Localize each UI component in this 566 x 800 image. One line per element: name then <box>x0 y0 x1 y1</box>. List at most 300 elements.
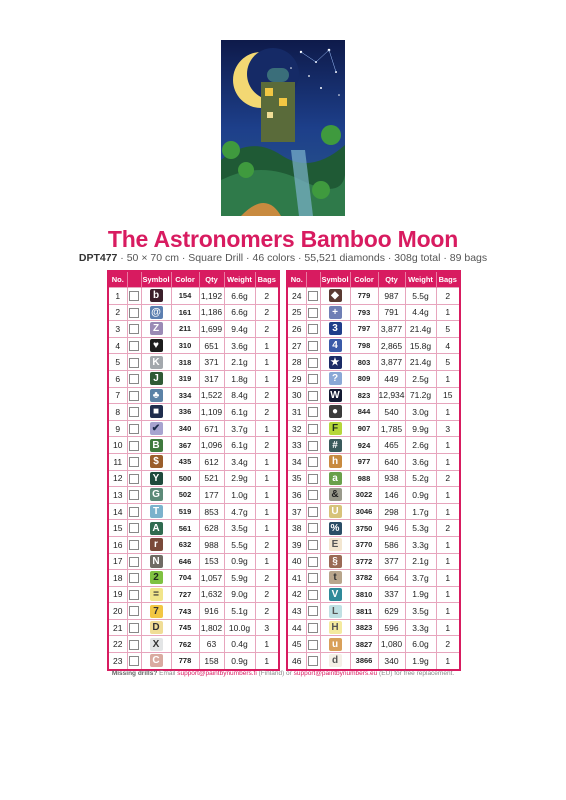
row-checkbox[interactable] <box>308 341 318 351</box>
row-bags: 2 <box>255 586 279 603</box>
row-color-code: 823 <box>350 387 378 404</box>
symbol-swatch: r <box>150 538 163 551</box>
symbol-swatch: C <box>150 654 163 667</box>
row-qty: 3,877 <box>378 354 405 371</box>
row-bags: 1 <box>436 453 460 470</box>
table-row <box>108 570 279 587</box>
col-header-no: No. <box>108 271 127 288</box>
row-weight: 6.6g <box>224 288 255 305</box>
row-bags: 2 <box>255 288 279 305</box>
row-checkbox-cell[interactable] <box>127 453 141 470</box>
row-checkbox[interactable] <box>129 523 139 533</box>
row-symbol-cell <box>141 570 171 587</box>
row-number: 18 <box>108 570 127 587</box>
row-checkbox-cell[interactable] <box>306 387 320 404</box>
table-row <box>108 420 279 437</box>
row-bags: 1 <box>436 370 460 387</box>
symbol-swatch: @ <box>151 306 161 318</box>
row-color-code: 502 <box>171 487 199 504</box>
row-checkbox-cell[interactable] <box>127 304 141 321</box>
row-weight: 4.4g <box>405 304 436 321</box>
row-weight: 21.4g <box>405 354 436 371</box>
table-row <box>108 387 279 404</box>
col-header-color: Color <box>171 271 199 288</box>
row-weight: 1.9g <box>405 653 436 670</box>
row-bags: 2 <box>255 304 279 321</box>
row-qty: 540 <box>378 404 405 421</box>
row-bags: 1 <box>436 536 460 553</box>
row-checkbox-cell[interactable] <box>306 304 320 321</box>
row-symbol-cell <box>141 453 171 470</box>
row-symbol-cell <box>141 337 171 354</box>
row-checkbox[interactable] <box>129 623 139 633</box>
row-symbol-cell <box>141 321 171 338</box>
row-checkbox-cell[interactable] <box>127 570 141 587</box>
row-symbol-cell <box>141 619 171 636</box>
row-checkbox-cell[interactable] <box>306 354 320 371</box>
row-checkbox[interactable] <box>129 291 139 301</box>
row-qty: 521 <box>199 470 224 487</box>
row-symbol-cell <box>320 288 350 305</box>
row-checkbox-cell[interactable] <box>306 470 320 487</box>
row-checkbox[interactable] <box>308 358 318 368</box>
row-checkbox-cell[interactable] <box>127 520 141 537</box>
row-color-code: 3772 <box>350 553 378 570</box>
symbol-swatch: % <box>329 522 342 535</box>
row-qty: 651 <box>199 337 224 354</box>
row-qty: 938 <box>378 470 405 487</box>
row-color-code: 367 <box>171 437 199 454</box>
row-checkbox[interactable] <box>129 656 139 666</box>
row-qty: 1,522 <box>199 387 224 404</box>
symbol-swatch: ? <box>329 372 342 385</box>
row-checkbox-cell[interactable] <box>306 370 320 387</box>
row-checkbox[interactable] <box>308 374 318 384</box>
col-header-check <box>306 271 320 288</box>
col-header-weight: Weight <box>224 271 255 288</box>
row-bags: 1 <box>436 619 460 636</box>
row-number: 11 <box>108 453 127 470</box>
row-weight: 5.2g <box>405 470 436 487</box>
row-symbol-cell <box>320 321 350 338</box>
row-checkbox-cell[interactable] <box>127 470 141 487</box>
row-checkbox-cell[interactable] <box>127 636 141 653</box>
row-checkbox-cell[interactable] <box>127 603 141 620</box>
row-checkbox[interactable] <box>308 457 318 467</box>
table-row <box>108 288 279 305</box>
row-bags: 2 <box>255 570 279 587</box>
row-checkbox-cell[interactable] <box>306 420 320 437</box>
table-header-row <box>287 271 460 288</box>
table-row <box>287 586 460 603</box>
product-details: · 50 × 70 cm · Square Drill · 46 colors · 55,521 diamonds · 308g total · 89 bags <box>117 252 488 264</box>
row-weight: 10.0g <box>224 619 255 636</box>
row-checkbox-cell[interactable] <box>306 570 320 587</box>
row-qty: 158 <box>199 653 224 670</box>
row-checkbox[interactable] <box>129 490 139 500</box>
row-qty: 629 <box>378 603 405 620</box>
row-checkbox[interactable] <box>129 540 139 550</box>
symbol-swatch: K <box>150 356 163 369</box>
row-checkbox[interactable] <box>308 507 318 517</box>
row-qty: 177 <box>199 487 224 504</box>
col-header-weight: Weight <box>405 271 436 288</box>
row-weight: 6.1g <box>224 437 255 454</box>
row-number: 26 <box>287 321 306 338</box>
row-checkbox-cell[interactable] <box>306 487 320 504</box>
row-number: 40 <box>287 553 306 570</box>
row-weight: 3.7g <box>405 570 436 587</box>
col-header-color: Color <box>350 271 378 288</box>
col-header-bags: Bags <box>255 271 279 288</box>
row-color-code: 500 <box>171 470 199 487</box>
row-checkbox[interactable] <box>308 490 318 500</box>
table-row <box>108 520 279 537</box>
row-number: 44 <box>287 619 306 636</box>
row-qty: 1,632 <box>199 586 224 603</box>
row-qty: 1,109 <box>199 404 224 421</box>
row-color-code: 519 <box>171 503 199 520</box>
row-checkbox-cell[interactable] <box>127 404 141 421</box>
row-qty: 853 <box>199 503 224 520</box>
row-weight: 2.6g <box>405 437 436 454</box>
row-checkbox[interactable] <box>129 557 139 567</box>
row-bags: 1 <box>255 370 279 387</box>
row-checkbox[interactable] <box>308 424 318 434</box>
row-symbol-cell <box>141 470 171 487</box>
table-row <box>108 321 279 338</box>
row-checkbox-cell[interactable] <box>306 536 320 553</box>
row-symbol-cell <box>141 354 171 371</box>
row-checkbox[interactable] <box>129 308 139 318</box>
row-checkbox[interactable] <box>129 457 139 467</box>
table-row <box>287 470 460 487</box>
table-row <box>287 304 460 321</box>
row-color-code: 3810 <box>350 586 378 603</box>
row-checkbox-cell[interactable] <box>127 387 141 404</box>
row-bags: 1 <box>255 453 279 470</box>
row-color-code: 3782 <box>350 570 378 587</box>
row-symbol-cell <box>320 304 350 321</box>
email-link-finland[interactable]: support@paintbynumbers.fi <box>177 670 257 677</box>
page-title: The Astronomers Bamboo Moon <box>107 226 459 252</box>
row-color-code: 561 <box>171 520 199 537</box>
symbol-swatch: t <box>329 571 342 584</box>
row-number: 9 <box>108 420 127 437</box>
footer-lead: Missing drills? <box>111 670 158 677</box>
row-symbol-cell <box>320 387 350 404</box>
row-checkbox[interactable] <box>129 441 139 451</box>
row-weight: 9.4g <box>224 321 255 338</box>
product-code: DPT477 <box>78 252 118 264</box>
table-row <box>108 636 279 653</box>
row-symbol-cell <box>320 503 350 520</box>
row-number: 22 <box>108 636 127 653</box>
row-number: 20 <box>108 603 127 620</box>
row-number: 8 <box>108 404 127 421</box>
row-checkbox[interactable] <box>308 523 318 533</box>
table-row <box>108 653 279 670</box>
row-bags: 1 <box>436 404 460 421</box>
table-row <box>108 503 279 520</box>
row-checkbox[interactable] <box>129 341 139 351</box>
table-row <box>108 536 279 553</box>
row-checkbox-cell[interactable] <box>306 653 320 670</box>
symbol-swatch: + <box>329 306 342 319</box>
symbol-swatch: a <box>329 472 342 485</box>
row-number: 27 <box>287 337 306 354</box>
table-row <box>108 487 279 504</box>
row-checkbox[interactable] <box>129 358 139 368</box>
row-checkbox-cell[interactable] <box>306 603 320 620</box>
row-checkbox-cell[interactable] <box>306 503 320 520</box>
row-checkbox[interactable] <box>129 474 139 484</box>
row-checkbox[interactable] <box>308 291 318 301</box>
row-bags: 2 <box>255 536 279 553</box>
row-color-code: 778 <box>171 653 199 670</box>
row-checkbox[interactable] <box>308 640 318 650</box>
row-number: 46 <box>287 653 306 670</box>
row-symbol-cell <box>320 536 350 553</box>
row-checkbox[interactable] <box>308 606 318 616</box>
table-row <box>287 370 460 387</box>
row-checkbox-cell[interactable] <box>306 453 320 470</box>
row-checkbox-cell[interactable] <box>127 321 141 338</box>
row-color-code: 318 <box>171 354 199 371</box>
row-color-code: 977 <box>350 453 378 470</box>
row-bags: 2 <box>436 288 460 305</box>
row-weight: 3.7g <box>224 420 255 437</box>
row-bags: 15 <box>436 387 460 404</box>
row-qty: 640 <box>378 453 405 470</box>
row-number: 23 <box>108 653 127 670</box>
row-checkbox[interactable] <box>308 557 318 567</box>
row-bags: 5 <box>436 321 460 338</box>
row-symbol-cell <box>141 553 171 570</box>
symbol-swatch: E <box>329 538 342 551</box>
row-checkbox[interactable] <box>129 573 139 583</box>
row-checkbox[interactable] <box>129 407 139 417</box>
row-symbol-cell <box>320 520 350 537</box>
row-checkbox-cell[interactable] <box>306 337 320 354</box>
row-checkbox[interactable] <box>308 540 318 550</box>
row-color-code: 907 <box>350 420 378 437</box>
row-checkbox-cell[interactable] <box>306 288 320 305</box>
row-weight: 3.6g <box>224 337 255 354</box>
row-checkbox-cell[interactable] <box>306 321 320 338</box>
row-checkbox-cell[interactable] <box>306 553 320 570</box>
row-qty: 3,877 <box>378 321 405 338</box>
row-qty: 317 <box>199 370 224 387</box>
row-checkbox[interactable] <box>308 308 318 318</box>
row-checkbox[interactable] <box>308 656 318 666</box>
row-bags: 2 <box>255 603 279 620</box>
row-weight: 6.1g <box>224 404 255 421</box>
row-qty: 916 <box>199 603 224 620</box>
row-checkbox-cell[interactable] <box>127 619 141 636</box>
row-checkbox[interactable] <box>308 441 318 451</box>
row-qty: 371 <box>199 354 224 371</box>
row-number: 15 <box>108 520 127 537</box>
row-weight: 9.0g <box>224 586 255 603</box>
row-checkbox-cell[interactable] <box>306 619 320 636</box>
artwork-preview <box>221 40 345 216</box>
row-checkbox-cell[interactable] <box>306 636 320 653</box>
row-bags: 1 <box>255 553 279 570</box>
row-checkbox-cell[interactable] <box>127 370 141 387</box>
row-checkbox[interactable] <box>129 590 139 600</box>
row-number: 35 <box>287 470 306 487</box>
row-checkbox-cell[interactable] <box>127 288 141 305</box>
row-checkbox[interactable] <box>129 391 139 401</box>
row-checkbox-cell[interactable] <box>306 437 320 454</box>
row-number: 3 <box>108 321 127 338</box>
symbol-swatch: A <box>150 522 163 535</box>
row-qty: 1,802 <box>199 619 224 636</box>
row-number: 31 <box>287 404 306 421</box>
row-color-code: 743 <box>171 603 199 620</box>
row-weight: 1.7g <box>405 503 436 520</box>
col-header-check <box>127 271 141 288</box>
email-link-eu[interactable]: support@paintbynumbers.eu <box>293 670 378 677</box>
row-checkbox[interactable] <box>129 507 139 517</box>
row-weight: 4.7g <box>224 503 255 520</box>
row-checkbox[interactable] <box>129 374 139 384</box>
row-color-code: 988 <box>350 470 378 487</box>
row-weight: 3.0g <box>405 404 436 421</box>
table-row <box>287 321 460 338</box>
row-symbol-cell <box>141 603 171 620</box>
table-row <box>287 553 460 570</box>
row-bags: 1 <box>255 636 279 653</box>
row-number: 38 <box>287 520 306 537</box>
row-checkbox-cell[interactable] <box>127 653 141 670</box>
table-row <box>287 354 460 371</box>
row-color-code: 3811 <box>350 603 378 620</box>
row-weight: 2.1g <box>224 354 255 371</box>
table-row <box>287 603 460 620</box>
row-color-code: 803 <box>350 354 378 371</box>
row-checkbox-cell[interactable] <box>127 586 141 603</box>
row-bags: 1 <box>436 503 460 520</box>
row-checkbox-cell[interactable] <box>127 487 141 504</box>
row-bags: 1 <box>436 553 460 570</box>
row-checkbox[interactable] <box>308 474 318 484</box>
row-color-code: 211 <box>171 321 199 338</box>
row-checkbox-cell[interactable] <box>306 520 320 537</box>
row-weight: 0.4g <box>224 636 255 653</box>
row-checkbox-cell[interactable] <box>127 503 141 520</box>
symbol-swatch: = <box>150 588 163 601</box>
row-symbol-cell <box>141 653 171 670</box>
row-number: 10 <box>108 437 127 454</box>
row-qty: 1,186 <box>199 304 224 321</box>
col-header-bags: Bags <box>436 271 460 288</box>
row-number: 28 <box>287 354 306 371</box>
row-color-code: 310 <box>171 337 199 354</box>
row-checkbox[interactable] <box>129 424 139 434</box>
row-bags: 1 <box>436 603 460 620</box>
row-number: 6 <box>108 370 127 387</box>
row-checkbox-cell[interactable] <box>127 437 141 454</box>
symbol-swatch: ♥ <box>150 339 163 352</box>
row-checkbox[interactable] <box>308 391 318 401</box>
row-checkbox[interactable] <box>129 640 139 650</box>
color-table-right <box>286 270 461 671</box>
row-checkbox-cell[interactable] <box>127 354 141 371</box>
row-number: 16 <box>108 536 127 553</box>
row-number: 5 <box>108 354 127 371</box>
row-checkbox[interactable] <box>129 606 139 616</box>
symbol-swatch: J <box>150 372 163 385</box>
row-symbol-cell <box>141 304 171 321</box>
row-weight: 3.3g <box>405 619 436 636</box>
table-row <box>287 636 460 653</box>
row-bags: 3 <box>255 619 279 636</box>
row-checkbox-cell[interactable] <box>306 404 320 421</box>
row-weight: 6.0g <box>405 636 436 653</box>
symbol-swatch: L <box>329 605 342 618</box>
row-bags: 2 <box>436 636 460 653</box>
row-color-code: 336 <box>171 404 199 421</box>
table-row <box>287 337 460 354</box>
row-bags: 2 <box>255 321 279 338</box>
row-qty: 791 <box>378 304 405 321</box>
row-number: 37 <box>287 503 306 520</box>
row-number: 42 <box>287 586 306 603</box>
row-symbol-cell <box>141 487 171 504</box>
row-qty: 2,865 <box>378 337 405 354</box>
row-bags: 1 <box>436 586 460 603</box>
row-number: 29 <box>287 370 306 387</box>
table-row <box>287 487 460 504</box>
row-checkbox[interactable] <box>308 324 318 334</box>
row-symbol-cell <box>320 370 350 387</box>
row-weight: 71.2g <box>405 387 436 404</box>
row-symbol-cell <box>320 636 350 653</box>
row-qty: 612 <box>199 453 224 470</box>
col-header-no: No. <box>287 271 306 288</box>
row-color-code: 161 <box>171 304 199 321</box>
row-checkbox[interactable] <box>308 407 318 417</box>
row-symbol-cell <box>320 470 350 487</box>
row-symbol-cell <box>141 503 171 520</box>
symbol-swatch: N <box>150 555 163 568</box>
row-qty: 1,699 <box>199 321 224 338</box>
row-qty: 63 <box>199 636 224 653</box>
table-row <box>287 288 460 305</box>
row-checkbox[interactable] <box>129 324 139 334</box>
row-checkbox-cell[interactable] <box>127 536 141 553</box>
row-checkbox-cell[interactable] <box>127 337 141 354</box>
row-number: 41 <box>287 570 306 587</box>
table-row <box>287 653 460 670</box>
row-checkbox-cell[interactable] <box>127 420 141 437</box>
row-symbol-cell <box>320 404 350 421</box>
row-checkbox-cell[interactable] <box>306 586 320 603</box>
row-checkbox-cell[interactable] <box>127 553 141 570</box>
row-checkbox[interactable] <box>308 573 318 583</box>
symbol-swatch: ♣ <box>150 389 163 402</box>
row-checkbox[interactable] <box>308 623 318 633</box>
row-qty: 987 <box>378 288 405 305</box>
row-color-code: 646 <box>171 553 199 570</box>
row-color-code: 3022 <box>350 487 378 504</box>
row-weight: 3.6g <box>405 453 436 470</box>
row-checkbox[interactable] <box>308 590 318 600</box>
row-color-code: 3823 <box>350 619 378 636</box>
row-qty: 988 <box>199 536 224 553</box>
